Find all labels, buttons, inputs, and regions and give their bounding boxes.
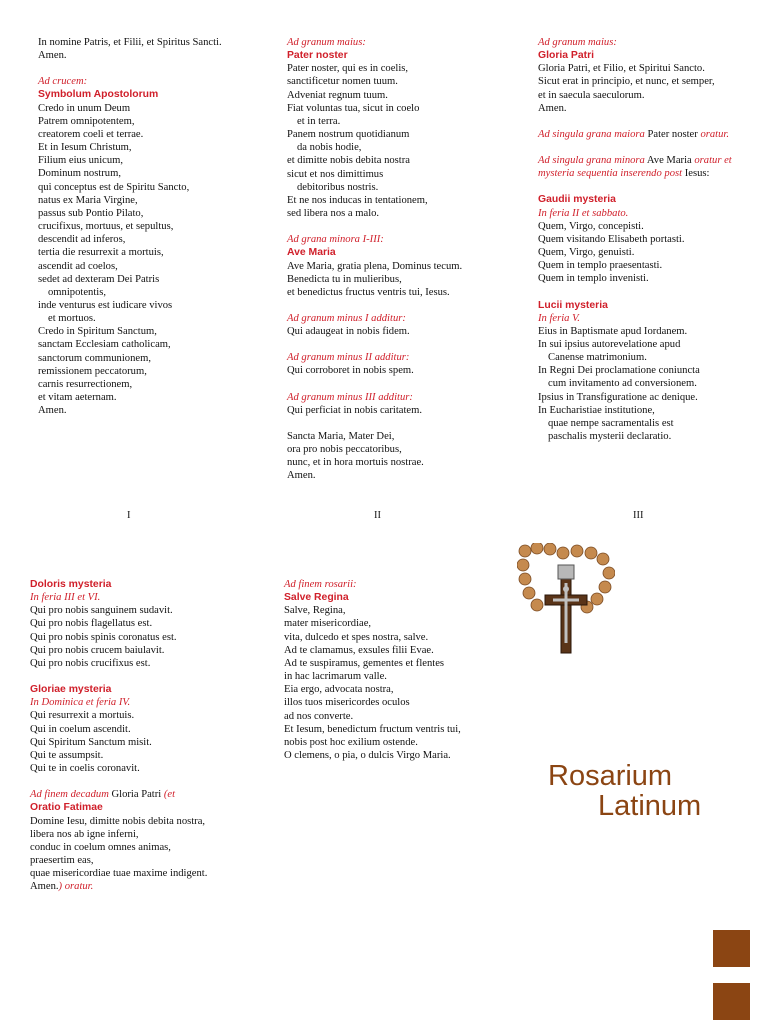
text-line: Canense matrimonium.: [548, 352, 647, 364]
lucii-text: [538, 325, 760, 443]
text-line: In Regni Dei proclamatione coniuncta: [538, 365, 700, 377]
panel-number-3: III: [633, 510, 644, 521]
text-line: Ipsius in Transfiguratione ac denique.: [538, 391, 698, 403]
text-line: Qui pro nobis spinis coronatus est.: [30, 631, 177, 643]
fatimae-title: Oratio Fatimae: [30, 802, 103, 814]
text-line: Patrem omnipotentem,: [38, 115, 135, 127]
text-line: Qui pro nobis crucem baiulavit.: [30, 644, 165, 656]
add2-rubric: Ad granum minus II additur:: [287, 352, 410, 364]
text-line: In nomine Patris, et Filii, et Spiritus Sancti.: [38, 37, 222, 48]
rosary-crucifix-image: [517, 543, 615, 655]
text-line: In sui ipsius autorevelatione apud: [538, 338, 681, 350]
text-line: Et in Iesum Christum,: [38, 142, 132, 154]
add3-rubric: Ad granum minus III additur:: [287, 391, 413, 403]
panel-3: [538, 36, 760, 443]
text-line: Sicut erat in principio, et nunc, et semper,: [538, 76, 715, 88]
text-line: quae nempe sacramentalis est: [548, 417, 674, 429]
text-line: Quem, Virgo, genuisti.: [538, 247, 635, 259]
text-line: ad nos converte.: [284, 710, 354, 722]
minora-suffix-1: oratur et: [694, 155, 732, 167]
decadum-prayer: Gloria Patri: [111, 789, 162, 801]
text-line: Adveniat regnum tuum.: [287, 89, 388, 101]
text-line: Ave Maria, gratia plena, Dominus tecum.: [287, 260, 463, 272]
text-line: Filium eius unicum,: [38, 155, 124, 167]
text-line: et mortuos.: [48, 313, 96, 325]
text-line: ora pro nobis peccatoribus,: [287, 444, 402, 456]
text-line: Qui te in coelis coronavit.: [30, 763, 140, 775]
text-line: Credo in unum Deum: [38, 102, 131, 114]
text-line: remissionem peccatorum,: [38, 365, 147, 377]
panel-5: [284, 578, 514, 762]
text-line: illos tuos misericordes oculos: [284, 697, 410, 709]
pater-title: Pater noster: [287, 50, 348, 62]
gloria-text: [538, 62, 760, 115]
gaudii-text: [538, 220, 760, 286]
lucii-days: In feria V.: [538, 312, 580, 324]
cover-title-line-2: Latinum: [598, 790, 702, 822]
text-line: Fiat voluntas tua, sicut in coelo: [287, 102, 420, 114]
gloria-rubric: Ad granum maius:: [538, 37, 617, 48]
text-line: Quem visitando Elisabeth portasti.: [538, 233, 685, 245]
text-line: crucifixus, mortuus, et sepultus,: [38, 221, 174, 233]
text-line: Domine Iesu, dimitte nobis debita nostra,: [30, 815, 206, 827]
text-line: Qui pro nobis crucifixus est.: [30, 657, 151, 669]
text-line: natus ex Maria Virgine,: [38, 194, 138, 206]
decorative-square-bottom: [713, 983, 750, 1020]
text-line: da nobis hodie,: [297, 142, 362, 154]
text-line: Amen.: [287, 470, 316, 482]
pater-text: [287, 62, 517, 220]
text-line: et in saecula saeculorum.: [538, 89, 645, 101]
gloriae-text: [30, 709, 270, 775]
minora-prayer: Ave Maria: [646, 155, 692, 167]
add1-text: Qui adaugeat in nobis fidem.: [287, 326, 410, 338]
text-line: Pater noster, qui es in coelis,: [287, 63, 409, 75]
text-line: sicut et nos dimittimus: [287, 168, 384, 180]
text-line: Benedicta tu in mulieribus,: [287, 273, 402, 285]
minora-suffix-2: mysteria sequentia inserendo post: [538, 168, 683, 180]
text-line: Amen.: [38, 405, 67, 417]
ave-text: [287, 260, 517, 299]
text-line: Amen.: [38, 50, 67, 62]
panel-number-2: II: [374, 510, 381, 521]
gaudii-title: Gaudii mysteria: [538, 194, 616, 206]
minora-iesus: Iesus:: [684, 168, 710, 180]
maiora-suffix: oratur.: [700, 128, 730, 140]
fatimae-amen: Amen.: [30, 881, 59, 893]
intro-text: [38, 36, 268, 62]
cover-title-line-1: Rosarium: [548, 760, 673, 792]
decadum-instruction: [30, 788, 270, 801]
salve-text: [284, 604, 514, 762]
text-line: O clemens, o pia, o dulcis Virgo Maria.: [284, 750, 451, 762]
text-line: conduc in coelum omnes animas,: [30, 841, 171, 853]
salve-title: Salve Regina: [284, 592, 349, 604]
text-line: sed libera nos a malo.: [287, 208, 380, 220]
text-line: sanctam Ecclesiam catholicam,: [38, 339, 171, 351]
gloriae-days: In Dominica et feria IV.: [30, 697, 131, 709]
maiora-instruction: [538, 128, 760, 141]
panel-2: [287, 36, 517, 483]
text-line: praesertim eas,: [30, 854, 94, 866]
text-line: Et ne nos inducas in tentationem,: [287, 194, 428, 206]
fatimae-close: ) oratur.: [58, 881, 94, 893]
text-line: descendit ad inferos,: [38, 234, 126, 246]
text-line: sedet ad dexteram Dei Patris: [38, 273, 160, 285]
minora-prefix: Ad singula grana minora: [538, 155, 645, 167]
text-line: creatorem coeli et terrae.: [38, 128, 144, 140]
text-line: nunc, et in hora mortuis nostrae.: [287, 457, 424, 469]
decorative-square-top: [713, 930, 750, 967]
text-line: nobis post hoc exilium ostende.: [284, 736, 418, 748]
text-line: Qui in coelum ascendit.: [30, 723, 131, 735]
salve-rubric: Ad finem rosarii:: [284, 579, 357, 590]
text-line: passus sub Pontio Pilato,: [38, 207, 144, 219]
text-line: tertia die resurrexit a mortuis,: [38, 247, 164, 259]
text-line: mater misericordiae,: [284, 618, 372, 630]
fatimae-amen-line: [30, 880, 270, 893]
panel-4: [30, 578, 270, 893]
text-line: quae misericordiae tuae maxime indigent.: [30, 868, 208, 880]
maiora-prayer: Pater noster: [647, 128, 698, 140]
text-line: Quem in templo praesentasti.: [538, 260, 663, 272]
text-line: vita, dulcedo et spes nostra, salve.: [284, 631, 429, 643]
creed-text: [38, 102, 268, 418]
text-line: Qui pro nobis flagellatus est.: [30, 618, 153, 630]
add2-text: Qui corroboret in nobis spem.: [287, 365, 414, 377]
panel-number-1: I: [127, 510, 131, 521]
minora-instruction: [538, 154, 760, 167]
panel-1: [38, 36, 268, 417]
pater-rubric: Ad granum maius:: [287, 37, 366, 48]
add3-text: Qui perficiat in nobis caritatem.: [287, 404, 423, 416]
ave-title: Ave Maria: [287, 247, 336, 259]
text-line: paschalis mysterii declaratio.: [548, 431, 672, 443]
gloriae-title: Gloriae mysteria: [30, 684, 112, 696]
text-line: et in terra.: [297, 115, 341, 127]
fatimae-text: [30, 815, 270, 881]
decadum-rubric: Ad finem decadum: [30, 789, 109, 801]
maiora-prefix: Ad singula grana maiora: [538, 128, 645, 140]
text-line: libera nos ab igne inferni,: [30, 828, 139, 840]
sancta-text: [287, 430, 517, 483]
text-line: Panem nostrum quotidianum: [287, 129, 410, 141]
creed-title: Symbolum Apostolorum: [38, 89, 159, 101]
text-line: Qui pro nobis sanguinem sudavit.: [30, 605, 173, 617]
creed-rubric: Ad crucem:: [38, 76, 88, 88]
text-line: Amen.: [538, 102, 567, 114]
text-line: et vitam aeternam.: [38, 392, 117, 404]
text-line: Sancta Maria, Mater Dei,: [287, 430, 395, 442]
text-line: Qui te assumpsit.: [30, 749, 104, 761]
text-line: Credo in Spiritum Sanctum,: [38, 326, 157, 338]
text-line: Qui resurrexit a mortuis.: [30, 710, 135, 722]
text-line: debitoribus nostris.: [297, 181, 379, 193]
text-line: Salve, Regina,: [284, 605, 346, 617]
text-line: Quem, Virgo, concepisti.: [538, 220, 644, 232]
text-line: in hac lacrimarum valle.: [284, 671, 387, 683]
doloris-days: In feria III et VI.: [30, 592, 101, 604]
text-line: Qui Spiritum Sanctum misit.: [30, 736, 152, 748]
text-line: sanctificetur nomen tuum.: [287, 76, 398, 88]
text-line: Quem in templo invenisti.: [538, 273, 649, 285]
text-line: et benedictus fructus ventris tui, Iesus.: [287, 286, 450, 298]
text-line: Et Iesum, benedictum fructum ventris tui,: [284, 723, 461, 735]
text-line: carnis resurrectionem,: [38, 378, 133, 390]
add1-rubric: Ad granum minus I additur:: [287, 312, 406, 324]
text-line: Ad te clamamus, exsules filii Evae.: [284, 644, 434, 656]
text-line: In Eucharistiae institutione,: [538, 404, 655, 416]
text-line: qui conceptus est de Spiritu Sancto,: [38, 181, 190, 193]
decadum-open: (et: [163, 789, 176, 801]
text-line: et dimitte nobis debita nostra: [287, 155, 410, 167]
text-line: cum invitamento ad conversionem.: [548, 378, 697, 390]
text-line: Eius in Baptismate apud Iordanem.: [538, 325, 688, 337]
text-line: sanctorum communionem,: [38, 352, 151, 364]
text-line: inde venturus est iudicare vivos: [38, 299, 173, 311]
text-line: Dominum nostrum,: [38, 168, 121, 180]
lucii-title: Lucii mysteria: [538, 299, 608, 311]
minora-instruction-2: [538, 167, 760, 180]
text-line: omnipotentis,: [48, 286, 106, 298]
doloris-text: [30, 604, 270, 670]
text-line: Gloria Patri, et Filio, et Spiritui Sancto.: [538, 63, 705, 75]
doloris-title: Doloris mysteria: [30, 579, 112, 590]
text-line: Eia ergo, advocata nostra,: [284, 684, 394, 696]
gloria-title: Gloria Patri: [538, 50, 595, 62]
text-line: Ad te suspiramus, gementes et flentes: [284, 657, 445, 669]
ave-rubric: Ad grana minora I-III:: [287, 234, 384, 246]
text-line: ascendit ad coelos,: [38, 260, 118, 272]
gaudii-days: In feria II et sabbato.: [538, 207, 629, 219]
